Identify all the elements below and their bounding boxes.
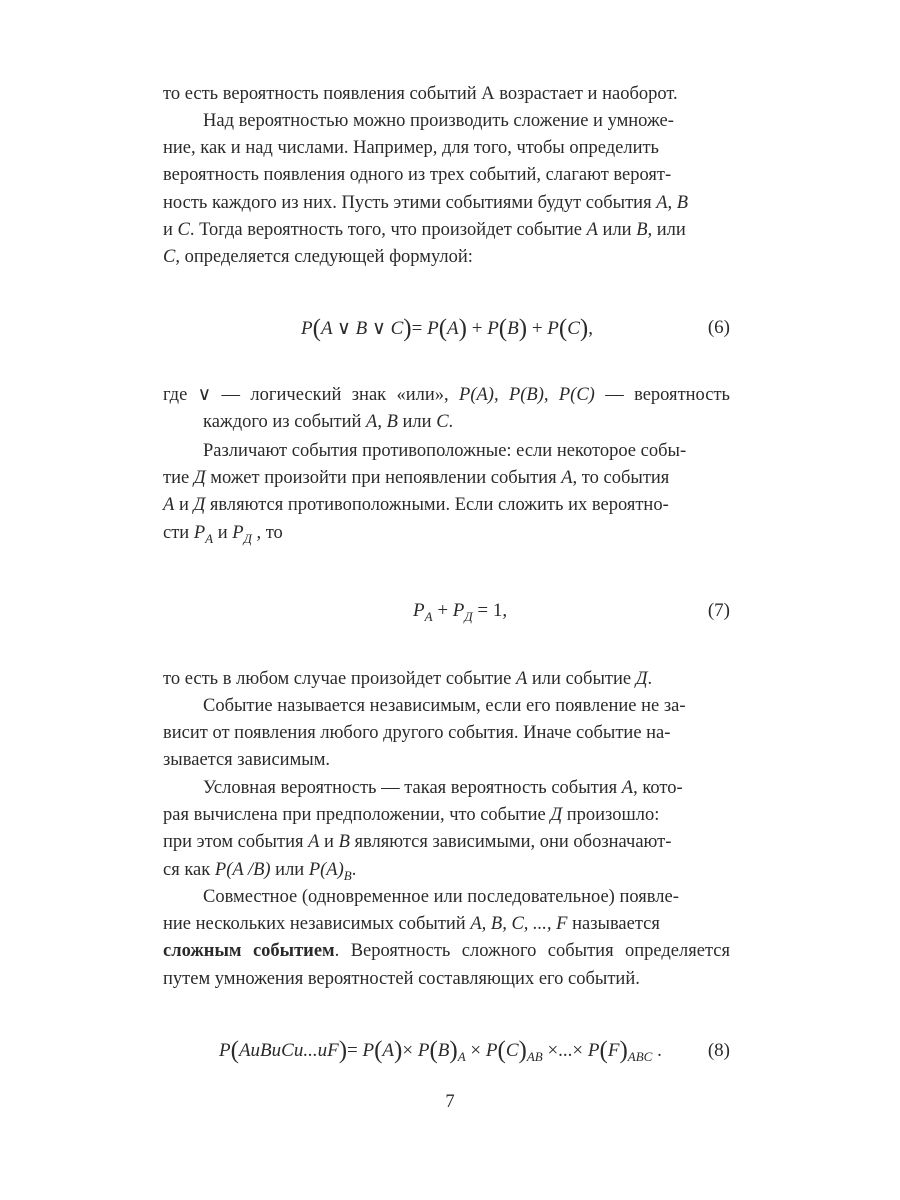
paragraph-text: Различают события противоположные: если некоторое собы- тие Д может произойти при непоявлении события A, то события A и Д являются противоположными. Если сложить их вероятно- сти $P_A$ и $P_Д$ , то	[163, 441, 687, 546]
paragraph-7	[163, 775, 730, 884]
equation-number: (6)	[707, 317, 730, 338]
bold-term: сложным событием	[163, 941, 335, 962]
paragraph-text: Над вероятностью можно производить сложение и умноже- ние, как и над числами. Например, для того, чтобы определить вероятность появления одного из трех событий, слагают вероят- ность каждого из них. Пусть этими событиями будут события A, B и C. Тогда вероятность того, что произойдет событие A или B, или C, определяется следующей формулой:	[163, 111, 689, 268]
equation-number: (7)	[707, 600, 730, 621]
paragraph-text: то есть вероятность появления событий А возрастает и наоборот.	[163, 84, 678, 104]
paragraph-text: то есть в любом случае произойдет событие A или событие Д.	[163, 669, 653, 689]
paragraph-6	[163, 693, 730, 775]
paragraph-text: Событие называется независимым, если его появление не за- висит от появления любого другого события. Иначе событие на- зывается зависимым.	[163, 696, 686, 771]
paragraph-3	[163, 382, 730, 436]
paragraph-text: где ∨ — логический знак «или», P(A), P(B), P(C) — вероятность каждого из событий A, B или C.	[163, 385, 730, 433]
paragraph-1	[163, 81, 730, 108]
paragraph-8	[163, 884, 730, 993]
paragraph-2	[163, 108, 730, 271]
paragraph-5	[163, 666, 730, 693]
paragraph-text: Совместное (одновременное или последовательное) появле- ние нескольких независимых событий A, B, C, ..., F называется сложным событием. Вероятность сложного события определяется путем умножения вероятностей составляющих его событий.	[163, 887, 730, 989]
equation-6: P(A ∨ B ∨ C)= P(A) + P(B) + P(C), (6)	[301, 315, 730, 342]
page-number: 7	[445, 1092, 455, 1112]
paragraph-text: Условная вероятность — такая вероятность события A, кото- рая вычислена при предположении, что событие Д произошло: при этом события A и B являются зависимыми, они обозначают- ся как P(A /B) или $P(A)_B$.	[163, 778, 683, 883]
equation-7: $P_A + P_Д = 1$, (7)	[413, 600, 730, 624]
equation-8: P(AиBиCи...иF)= $P(A)\times P(B)_A \times P(C)_{AB}$ ×...× $P(F)_{ABC}$ . (8)	[219, 1037, 730, 1064]
paragraph-4	[163, 438, 730, 547]
equation-number: (8)	[707, 1040, 730, 1061]
